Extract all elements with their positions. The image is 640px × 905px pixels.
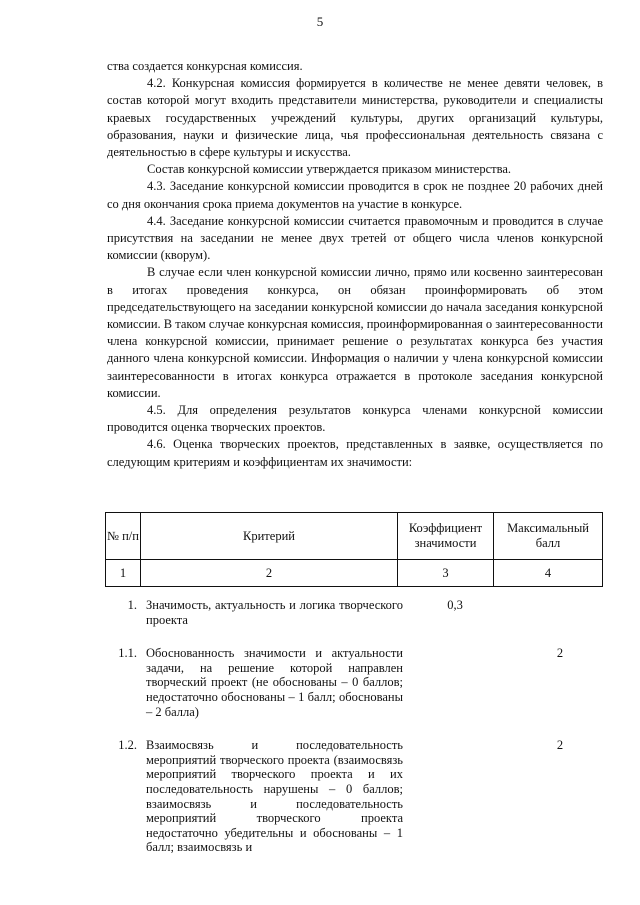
column-number: 4 — [494, 560, 603, 587]
row-criterion: Значимость, актуальность и логика творческого проекта — [146, 598, 403, 627]
header-cell-number: № п/п — [106, 513, 141, 560]
header-cell-max-score: Максимальный балл — [494, 513, 603, 560]
row-coefficient — [403, 646, 507, 719]
paragraph: 4.2. Конкурсная комиссия формируется в количестве не менее девяти человек, в состав которой могут входить представители министерства, руководители и специалисты краевых государственных учреждений культуры, других организаций культуры, образования, науки и физические лица, чья профессиональная деятельность связана с деятельностью в сфере культуры и искусства. — [107, 76, 603, 160]
paragraph: 4.4. Заседание конкурсной комиссии считается правомочным и проводится в случае присутствия на заседании не менее двух третей от общего числа членов конкурсной комиссии (кворум). — [107, 213, 603, 263]
paragraph: 4.5. Для определения результатов конкурса членами конкурсной комиссии проводится оценка творческих проектов. — [107, 403, 603, 435]
paragraph: В случае если член конкурсной комиссии лично, прямо или косвенно заинтересован в итогах проведения конкурса, он обязан проинформировать об этом председательствующего на заседании конкурсной комиссии до начала заседания конкурсной комиссии. В таком случае конкурсная комиссия, проинформированная о заинтересованности члена конкурсной комиссии, принимает решение о результатах конкурса без участия данного члена конкурсной комиссии. Информация о наличии у члена конкурсной комиссии заинтересованности в итогах конкурса отражается в протоколе заседания конкурсной комиссии. — [107, 265, 603, 400]
row-criterion: Взаимосвязь и последовательность мероприятий творческого проекта (взаимосвязь мероприятий творческого проекта и их последовательность нарушены – 0 баллов; взаимосвязь и последовательность мероприятий творческого проекта недостаточно убедительны и обоснованы – 1 балл; взаимосвязь и — [146, 738, 403, 855]
criteria-rows — [105, 598, 605, 874]
row-criterion: Обоснованность значимости и актуальности задачи, на решение которой направлен творческий проект (не обоснованы – 0 баллов; недостаточно обоснованы – 1 балл; обоснованы – 2 балла) — [146, 646, 403, 719]
paragraph: ства создается конкурсная комиссия. — [107, 59, 303, 73]
row-number: 1.1. — [118, 646, 137, 661]
page-number: 5 — [316, 14, 324, 29]
row-number: 1. — [127, 598, 137, 612]
row-number: 1.2. — [118, 738, 137, 753]
row-coefficient — [403, 738, 507, 855]
row-max-score: 2 — [556, 738, 564, 753]
header-cell-coefficient: Коэффициент значимости — [398, 513, 494, 560]
column-number: 3 — [398, 560, 494, 587]
row-coefficient: 0,3 — [447, 598, 463, 612]
row-max-score: 2 — [556, 646, 564, 661]
table-row — [105, 738, 605, 855]
row-max-score — [507, 598, 613, 627]
header-cell-criterion: Критерий — [141, 513, 398, 560]
column-number: 1 — [106, 560, 141, 587]
criteria-table-header — [105, 512, 603, 587]
paragraph: 4.6. Оценка творческих проектов, представленных в заявке, осуществляется по следующим критериям и коэффициентам их значимости: — [107, 437, 603, 469]
document-body — [107, 58, 603, 471]
column-number: 2 — [141, 560, 398, 587]
paragraph: 4.3. Заседание конкурсной комиссии проводится в срок не позднее 20 рабочих дней со дня окончания срока приема документов на участие в конкурсе. — [107, 179, 603, 211]
table-row — [105, 646, 605, 719]
table-row — [105, 598, 605, 627]
paragraph: Состав конкурсной комиссии утверждается приказом министерства. — [147, 162, 512, 177]
